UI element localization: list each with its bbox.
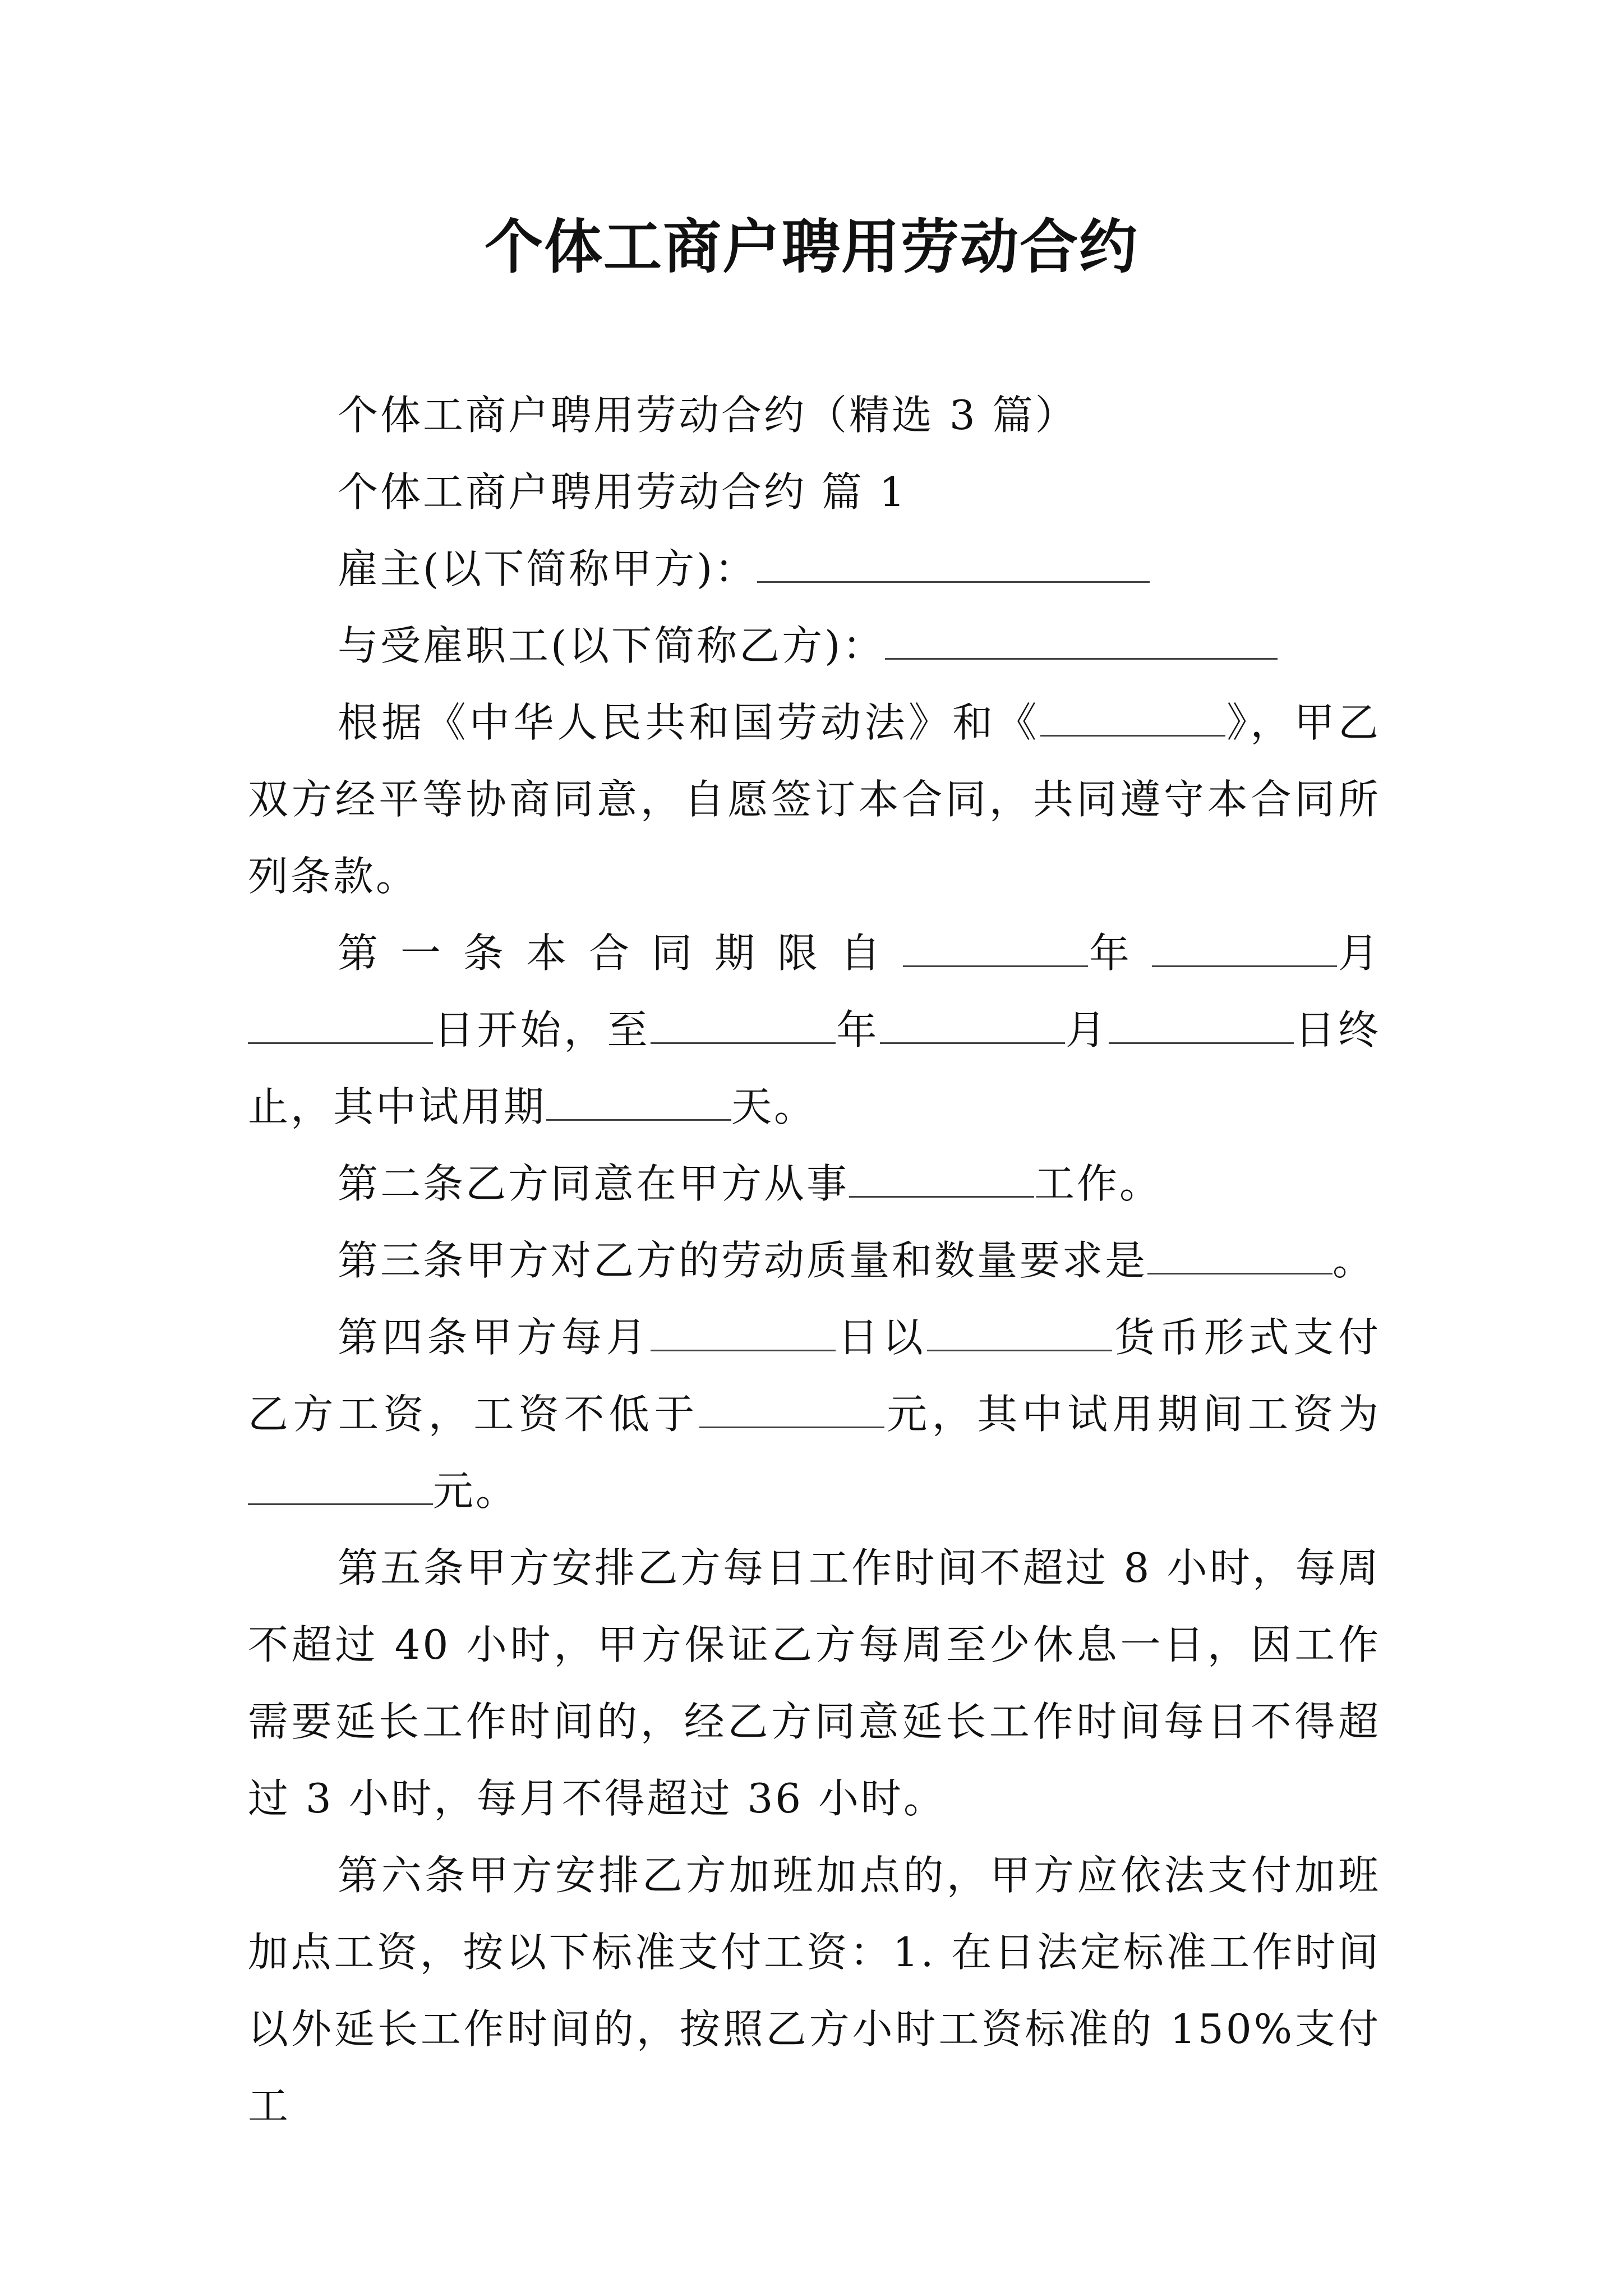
probation-wage-blank[interactable] (248, 1470, 433, 1505)
start-month-blank[interactable] (1152, 932, 1337, 967)
employer-label: 雇主(以下简称甲方)： (338, 545, 758, 592)
article-5: 第五条甲方安排乙方每日工作时间不超过 8 小时，每周不超过 40 小时，甲方保证乙方每周至少休息一日，因工作需要延长工作时间的，经乙方同意延长工作时间每日不得超过 3 小时，每月不得超过 36 小时。 (248, 1544, 1381, 1822)
intro-text-1: 根据《中华人民共和国劳动法》和《 (338, 699, 1040, 746)
end-year-blank[interactable] (651, 1009, 836, 1044)
article-3-text-2: 。 (1332, 1237, 1376, 1284)
article-6: 第六条甲方安排乙方加班加点的，甲方应依法支付加班加点工资，按以下标准支付工资：1. 在日法定标准工作时间以外延长工作时间的，按照乙方小时工资标准的 150%支付工 (248, 1852, 1381, 2129)
requirement-blank[interactable] (1147, 1239, 1332, 1274)
article-4-text-4: 元，其中试用期间工资为 (884, 1391, 1381, 1438)
section-heading: 个体工商户聘用劳动合约 篇 1 (338, 468, 907, 516)
end-day-blank[interactable] (1109, 1009, 1294, 1044)
article-4-text-3: 货币形式支付乙方工资，工资不低于 (248, 1314, 1381, 1438)
article-1-text-7: 日终止，其中试用期 (248, 1006, 1381, 1130)
article-1-text-6: 月 (1064, 1006, 1109, 1053)
pay-day-blank[interactable] (651, 1316, 836, 1351)
article-3 (248, 1222, 1381, 1299)
employee-blank[interactable] (885, 624, 1278, 660)
law-name-blank[interactable] (1040, 701, 1225, 737)
currency-blank[interactable] (927, 1316, 1112, 1351)
start-year-blank[interactable] (903, 932, 1088, 967)
article-3-text-1: 第三条甲方对乙方的劳动质量和数量要求是 (338, 1237, 1148, 1284)
subtitle: 个体工商户聘用劳动合约（精选 3 篇） (338, 392, 1078, 439)
article-2 (248, 1145, 1381, 1222)
article-1-text-5: 年 (835, 1006, 880, 1053)
employer-line (248, 531, 1381, 608)
end-month-blank[interactable] (880, 1009, 1065, 1044)
article-1-text-3: 月 (1336, 930, 1381, 977)
job-blank[interactable] (849, 1162, 1034, 1198)
article-2-text-1: 第二条乙方同意在甲方从事 (338, 1160, 850, 1207)
employee-label: 与受雇职工(以下简称乙方)： (338, 622, 886, 669)
document-body (248, 377, 1381, 2145)
intro-paragraph (248, 684, 1381, 915)
article-1-text-1: 第一条本合同期限自 (338, 930, 903, 977)
article-4 (248, 1299, 1381, 1530)
article-1-text-2: 年 (1087, 930, 1152, 977)
employer-blank[interactable] (757, 547, 1150, 583)
employee-line (248, 608, 1381, 684)
intro-text-2: 》，甲乙双方经平等协商同意，自愿签订本合同，共同遵守本合同所列条款。 (248, 699, 1381, 900)
article-4-text-2: 日以 (836, 1314, 928, 1361)
min-wage-blank[interactable] (699, 1393, 884, 1428)
article-4-text-5: 元。 (433, 1467, 519, 1515)
article-1 (248, 915, 1381, 1145)
article-1-text-4: 日开始，至 (433, 1006, 651, 1053)
start-day-blank[interactable] (248, 1009, 433, 1044)
article-1-text-8: 天。 (731, 1083, 817, 1130)
probation-days-blank[interactable] (546, 1085, 731, 1121)
article-4-text-1: 第四条甲方每月 (338, 1314, 651, 1361)
document-title: 个体工商户聘用劳动合约 (484, 213, 1138, 281)
article-2-text-2: 工作。 (1034, 1160, 1163, 1207)
